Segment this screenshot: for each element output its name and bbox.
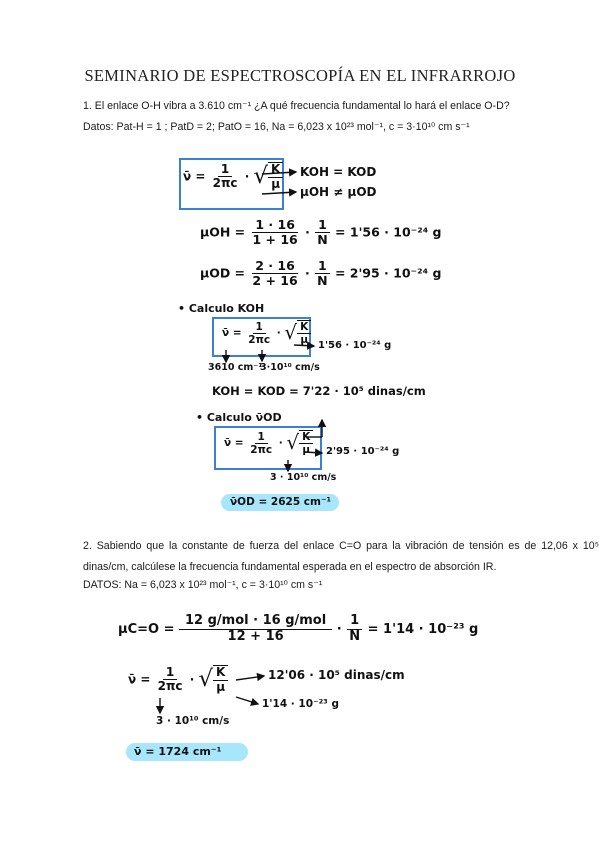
formula-4: ν̄ = $\frac{1}{2\pi c}$ · √ $\frac{K}{\mu}$ — [128, 665, 228, 695]
muod-equation: μOD = $\frac{2 \cdot 16}{2 + 16}$ · $\frac{1}{N}$ = 2'95 · 10⁻²⁴ g — [200, 258, 442, 289]
question-1-statement: 1. El enlace O-H vibra a 3.610 cm⁻¹ ¿A qué frecuencia fundamental lo hará el enlace O-D? — [83, 100, 510, 112]
question-2-data: DATOS: Na = 6,023 x 10²³ mol⁻¹, c = 3·10¹⁰ cm s⁻¹ — [83, 579, 323, 591]
page-title: SEMINARIO DE ESPECTROSCOPÍA EN EL INFRARROJO — [84, 66, 516, 85]
arrow-k3 — [236, 676, 264, 680]
value-c-3: 3 · 10¹⁰ cm/s — [156, 715, 230, 727]
value-mu-od: 2'95 · 10⁻²⁴ g — [326, 446, 400, 457]
value-mu-oh: 1'56 · 10⁻²⁴ g — [318, 340, 392, 351]
question-1-data: Datos: Pat-H = 1 ; PatD = 2; PatO = 16, Na = 6,023 x 10²³ mol⁻¹, c = 3·10¹⁰ cm s⁻¹ — [83, 121, 470, 133]
value-c-2: 3 · 10¹⁰ cm/s — [270, 472, 337, 483]
calc-vod-heading: • Calculo ν̄OD — [196, 411, 282, 424]
calc-koh-heading: • Calculo KOH — [178, 302, 265, 315]
value-nu-oh: 3610 cm⁻¹ — [208, 362, 263, 373]
formula-3: ν̄ = $\frac{1}{2\pi c}$ · √ $\frac{K}{\mu}$ — [224, 430, 313, 456]
koh-equals-kod: KOH = KOD — [300, 165, 377, 179]
nu-bar-label: ν̄ = — [183, 169, 206, 184]
arrow-k — [262, 172, 296, 174]
value-mu-co: 1'14 · 10⁻²³ g — [262, 698, 339, 710]
fraction-1-over-2pic: $\frac{1}{2\pi c}$ — [212, 161, 238, 191]
question-2-statement: 2. Sabiendo que la constante de fuerza del enlace C=O para la vibración de tensión es de 12,06 x 10⁵ dinas/cm, calcúlese la frecuencia fundamental esperada en el espectro de absorción IR. — [83, 540, 599, 573]
koh-result: KOH = KOD = 7'22 · 10⁵ dinas/cm — [212, 384, 426, 398]
formula-1: ν̄ = $\frac{1}{2\pi c}$ · √ $\frac{K}{\mu}$ — [183, 162, 283, 192]
muoh-equation: μOH = $\frac{1 \cdot 16}{1 + 16}$ · $\frac{1}{N}$ = 1'56 · 10⁻²⁴ g — [200, 217, 442, 248]
muoh-not-equal-muod: μOH ≠ μOD — [300, 185, 377, 199]
arrow-mu — [262, 192, 296, 194]
value-k-co: 12'06 · 10⁵ dinas/cm — [268, 668, 405, 682]
value-c-1: 3·10¹⁰ cm/s — [260, 362, 320, 373]
formula-2: ν̄ = $\frac{1}{2\pi c}$ · √ $\frac{K}{\mu}$ — [222, 320, 311, 346]
arrow-mu3 — [236, 697, 258, 704]
sqrt-k-over-mu: √ $\frac{K}{\mu}$ — [253, 162, 283, 192]
arrow-mu2 — [304, 452, 322, 453]
answer-2: ν̄ = 1724 cm⁻¹ — [134, 745, 222, 758]
arrow-mu1 — [294, 345, 314, 346]
answer-1: ν̄OD = 2625 cm⁻¹ — [230, 496, 332, 508]
muco-equation: μC=O = $\frac{\text{12 g/mol · 16 g/mol}}{12 + 16}$ · $\frac{1}{N}$ = 1'14 · 10⁻²³ g — [118, 613, 479, 644]
